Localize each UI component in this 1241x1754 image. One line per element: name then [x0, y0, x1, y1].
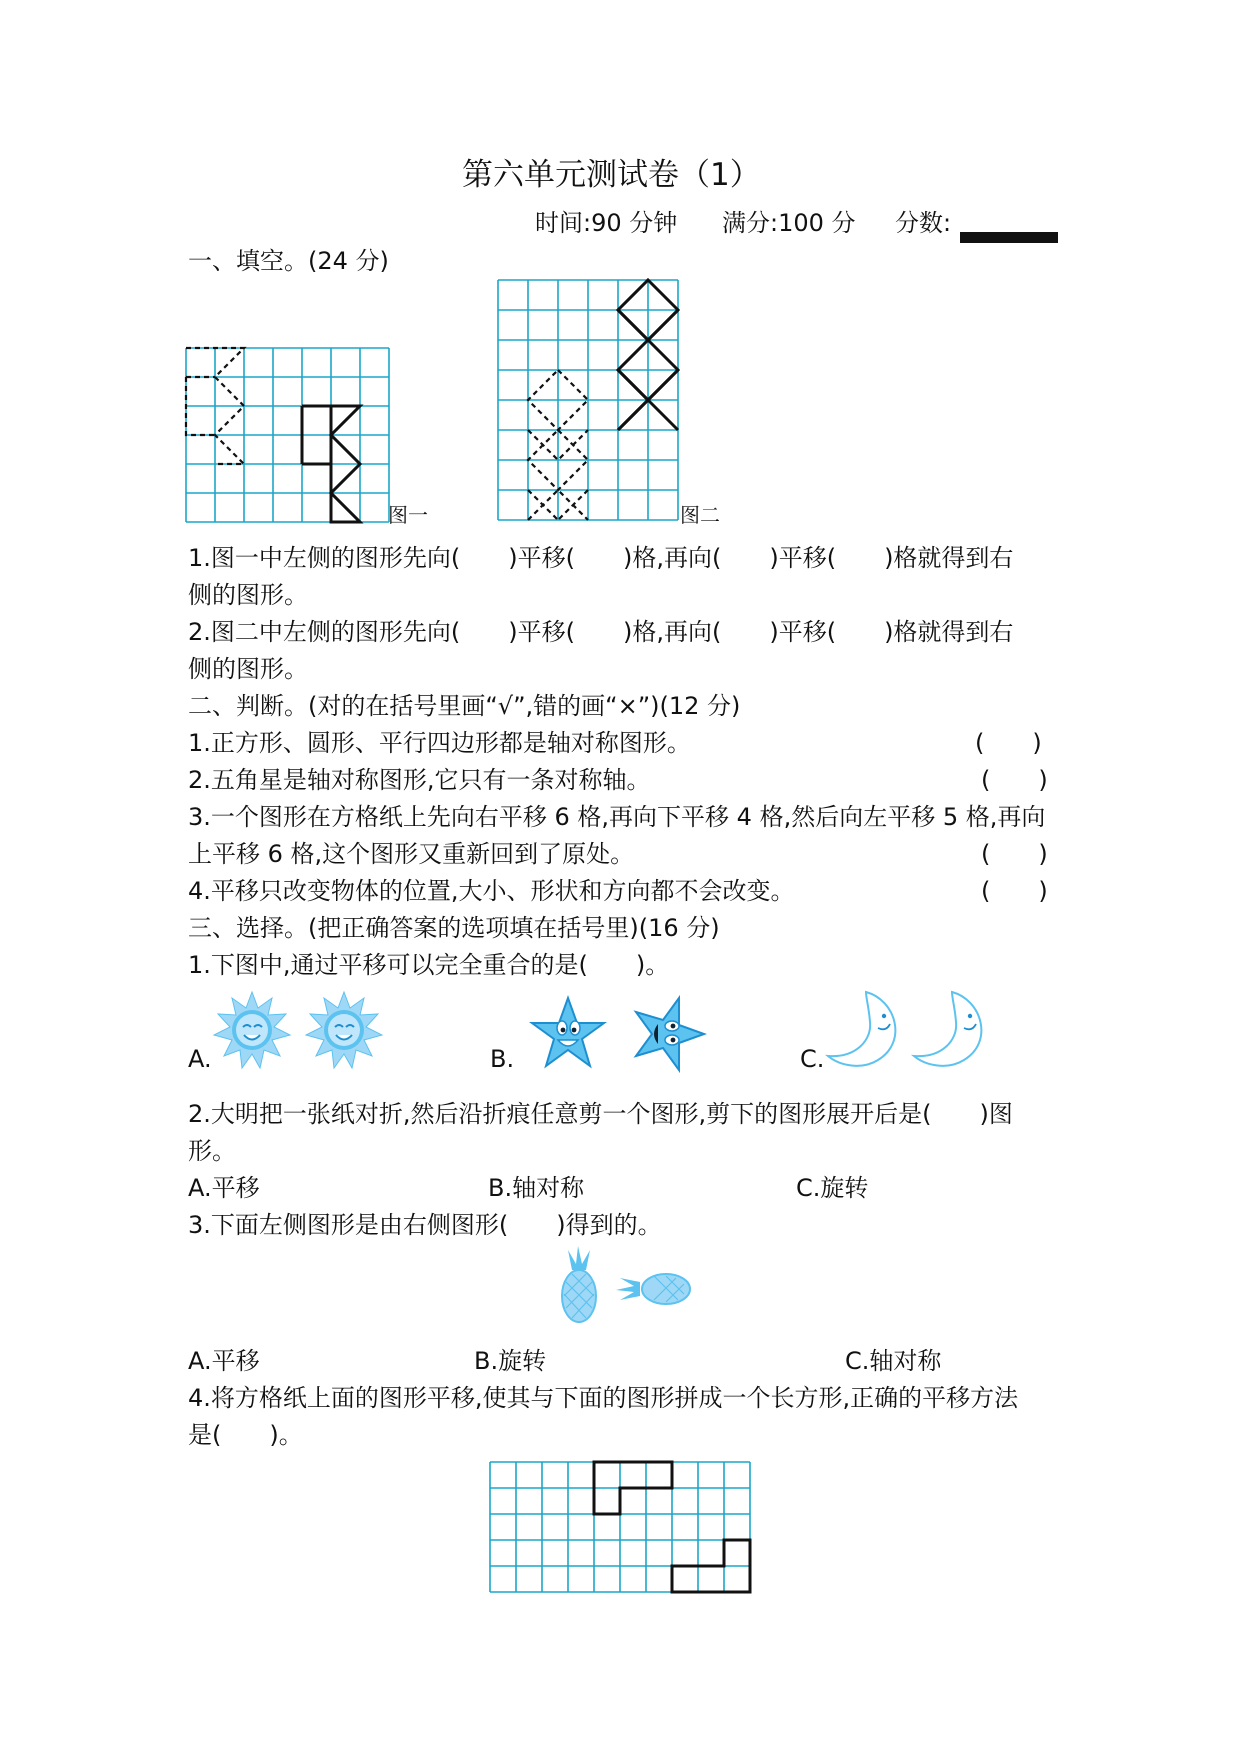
moon-face-icon — [828, 992, 895, 1066]
section1-q2-line1: 2.图二中左侧的图形先向( )平移( )格,再向( )平移( )格就得到右 — [188, 618, 1014, 646]
option-a-picture — [212, 990, 388, 1070]
sun-icon — [306, 992, 382, 1068]
section2-q1: 1.正方形、圆形、平行四边形都是轴对称图形。 — [188, 729, 691, 757]
section2-q3-line2: 上平移 6 格,这个图形又重新回到了原处。 — [188, 840, 635, 868]
option-b-label: B. — [490, 1045, 515, 1073]
answer-bracket[interactable]: ( ) — [981, 840, 1048, 868]
option-b: B.轴对称 — [488, 1174, 585, 1202]
option-c-label: C. — [800, 1045, 825, 1073]
page-title: 第六单元测试卷（1） — [462, 157, 761, 193]
option-a: A.平移 — [188, 1347, 260, 1375]
section3-q1: 1.下图中,通过平移可以完全重合的是( )。 — [188, 951, 670, 979]
option-c-picture — [826, 986, 1006, 1076]
section3-q4-line2: 是( )。 — [188, 1421, 303, 1449]
section1-q1-line2: 侧的图形。 — [188, 581, 308, 609]
time-info: 时间:90 分钟 — [535, 209, 678, 237]
pineapple-picture — [548, 1246, 698, 1326]
figure2-solid-line — [648, 400, 678, 430]
pineapple-icon — [616, 1274, 690, 1304]
answer-bracket[interactable]: ( ) — [981, 766, 1048, 794]
answer-bracket[interactable]: ( ) — [981, 877, 1048, 905]
figure2-grid — [498, 280, 678, 520]
section3-heading: 三、选择。(把正确答案的选项填在括号里)(16 分) — [188, 914, 720, 942]
answer-bracket[interactable]: ( ) — [975, 729, 1042, 757]
score-label: 分数: — [895, 209, 952, 237]
star-face-icon — [636, 998, 704, 1070]
section2-q4: 4.平移只改变物体的位置,大小、形状和方向都不会改变。 — [188, 877, 795, 905]
section1-q2-line2: 侧的图形。 — [188, 655, 308, 683]
sun-icon — [214, 992, 290, 1068]
pineapple-icon — [562, 1246, 596, 1322]
star-face-icon — [532, 998, 604, 1066]
figure2-label: 图二 — [680, 503, 720, 527]
figure2-solid-line — [618, 400, 648, 430]
moon-face-icon — [914, 992, 981, 1066]
figure1-label: 图一 — [388, 503, 428, 527]
figure1-grid — [186, 348, 390, 522]
score-blank[interactable] — [960, 232, 1058, 243]
section2-q2: 2.五角星是轴对称图形,它只有一条对称轴。 — [188, 766, 651, 794]
option-b: B.旋转 — [474, 1347, 547, 1375]
section2-heading: 二、判断。(对的在括号里画“√”,错的画“×”)(12 分) — [188, 692, 741, 720]
section3-q2-line1: 2.大明把一张纸对折,然后沿折痕任意剪一个图形,剪下的图形展开后是( )图 — [188, 1100, 1013, 1128]
option-a-label: A. — [188, 1045, 212, 1073]
option-b-picture — [530, 996, 706, 1072]
option-a: A.平移 — [188, 1174, 260, 1202]
full-score-info: 满分:100 分 — [722, 209, 856, 237]
section3-q2-line2: 形。 — [188, 1137, 236, 1165]
section1-heading: 一、填空。(24 分) — [188, 247, 389, 275]
section2-q3-line1: 3.一个图形在方格纸上先向右平移 6 格,再向下平移 4 格,然后向左平移 5 格,再向 — [188, 803, 1046, 831]
option-c: C.轴对称 — [845, 1347, 942, 1375]
section3-q4-line1: 4.将方格纸上面的图形平移,使其与下面的图形拼成一个长方形,正确的平移方法 — [188, 1384, 1019, 1412]
option-c: C.旋转 — [796, 1174, 869, 1202]
section1-q1-line1: 1.图一中左侧的图形先向( )平移( )格,再向( )平移( )格就得到右 — [188, 544, 1014, 572]
figure3-grid — [490, 1462, 754, 1592]
section3-q3: 3.下面左侧图形是由右侧图形( )得到的。 — [188, 1211, 662, 1239]
